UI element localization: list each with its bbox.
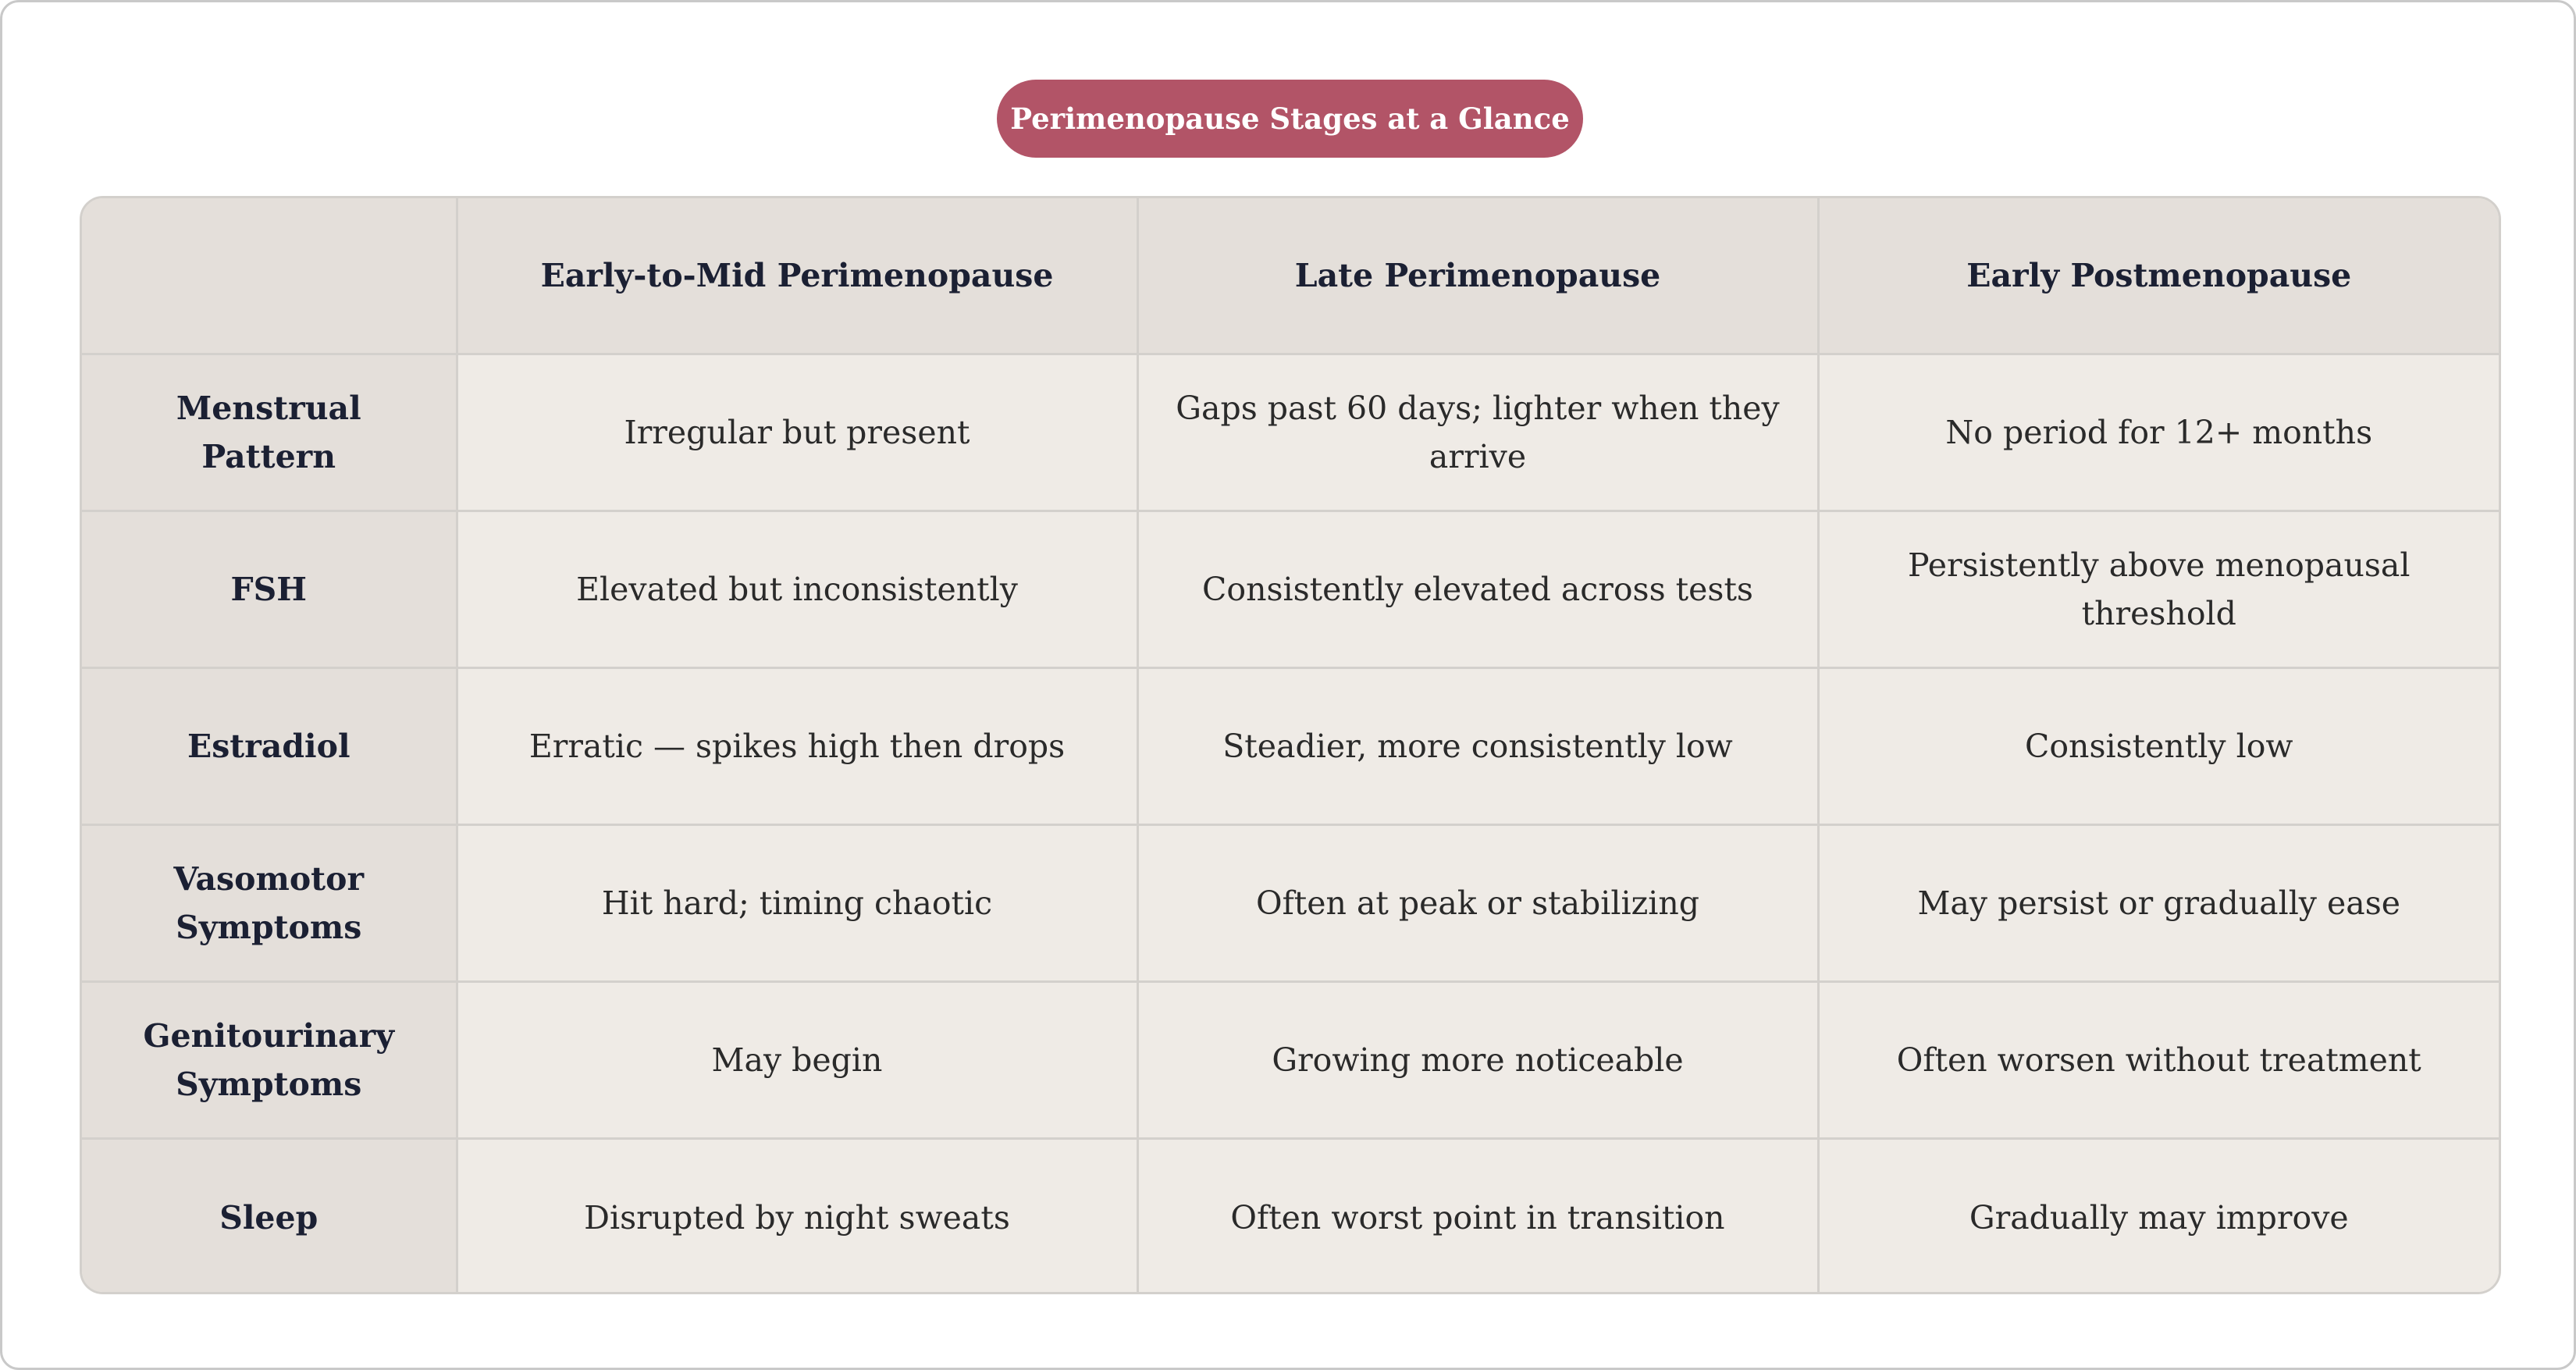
table-cell: Often worst point in transition (1137, 1139, 1818, 1295)
stages-table (80, 196, 2501, 1294)
column-header: Early Postmenopause (1818, 198, 2499, 354)
table-cell: Irregular but present (457, 354, 1137, 511)
table-row (82, 668, 2499, 825)
corner-cell (82, 198, 457, 354)
row-header: Genitourinary Symptoms (82, 982, 457, 1139)
column-header: Late Perimenopause (1137, 198, 1818, 354)
table-row (82, 982, 2499, 1139)
header-row (82, 198, 2499, 354)
page-title: Perimenopause Stages at a Glance (997, 80, 1583, 158)
table-cell: No period for 12+ months (1818, 354, 2499, 511)
table-cell: May begin (457, 982, 1137, 1139)
table-row (82, 825, 2499, 982)
table-row (82, 354, 2499, 511)
table-cell: Often at peak or stabilizing (1137, 825, 1818, 982)
table-cell: Gradually may improve (1818, 1139, 2499, 1295)
row-header: Sleep (82, 1139, 457, 1295)
table-cell: Persistently above menopausal threshold (1818, 511, 2499, 668)
row-header: Estradiol (82, 668, 457, 825)
table-cell: Elevated but inconsistently (457, 511, 1137, 668)
table-cell: Consistently low (1818, 668, 2499, 825)
row-header: Menstrual Pattern (82, 354, 457, 511)
table-cell: Consistently elevated across tests (1137, 511, 1818, 668)
table-row (82, 1139, 2499, 1295)
column-header: Early-to-Mid Perimenopause (457, 198, 1137, 354)
row-header: FSH (82, 511, 457, 668)
table-cell: May persist or gradually ease (1818, 825, 2499, 982)
table-cell: Gaps past 60 days; lighter when they arrive (1137, 354, 1818, 511)
table-cell: Growing more noticeable (1137, 982, 1818, 1139)
table-cell: Often worsen without treatment (1818, 982, 2499, 1139)
table-cell: Disrupted by night sweats (457, 1139, 1137, 1295)
row-header: Vasomotor Symptoms (82, 825, 457, 982)
table-cell: Steadier, more consistently low (1137, 668, 1818, 825)
table-row (82, 511, 2499, 668)
comparison-table (82, 198, 2499, 1294)
table-cell: Hit hard; timing chaotic (457, 825, 1137, 982)
table-cell: Erratic — spikes high then drops (457, 668, 1137, 825)
